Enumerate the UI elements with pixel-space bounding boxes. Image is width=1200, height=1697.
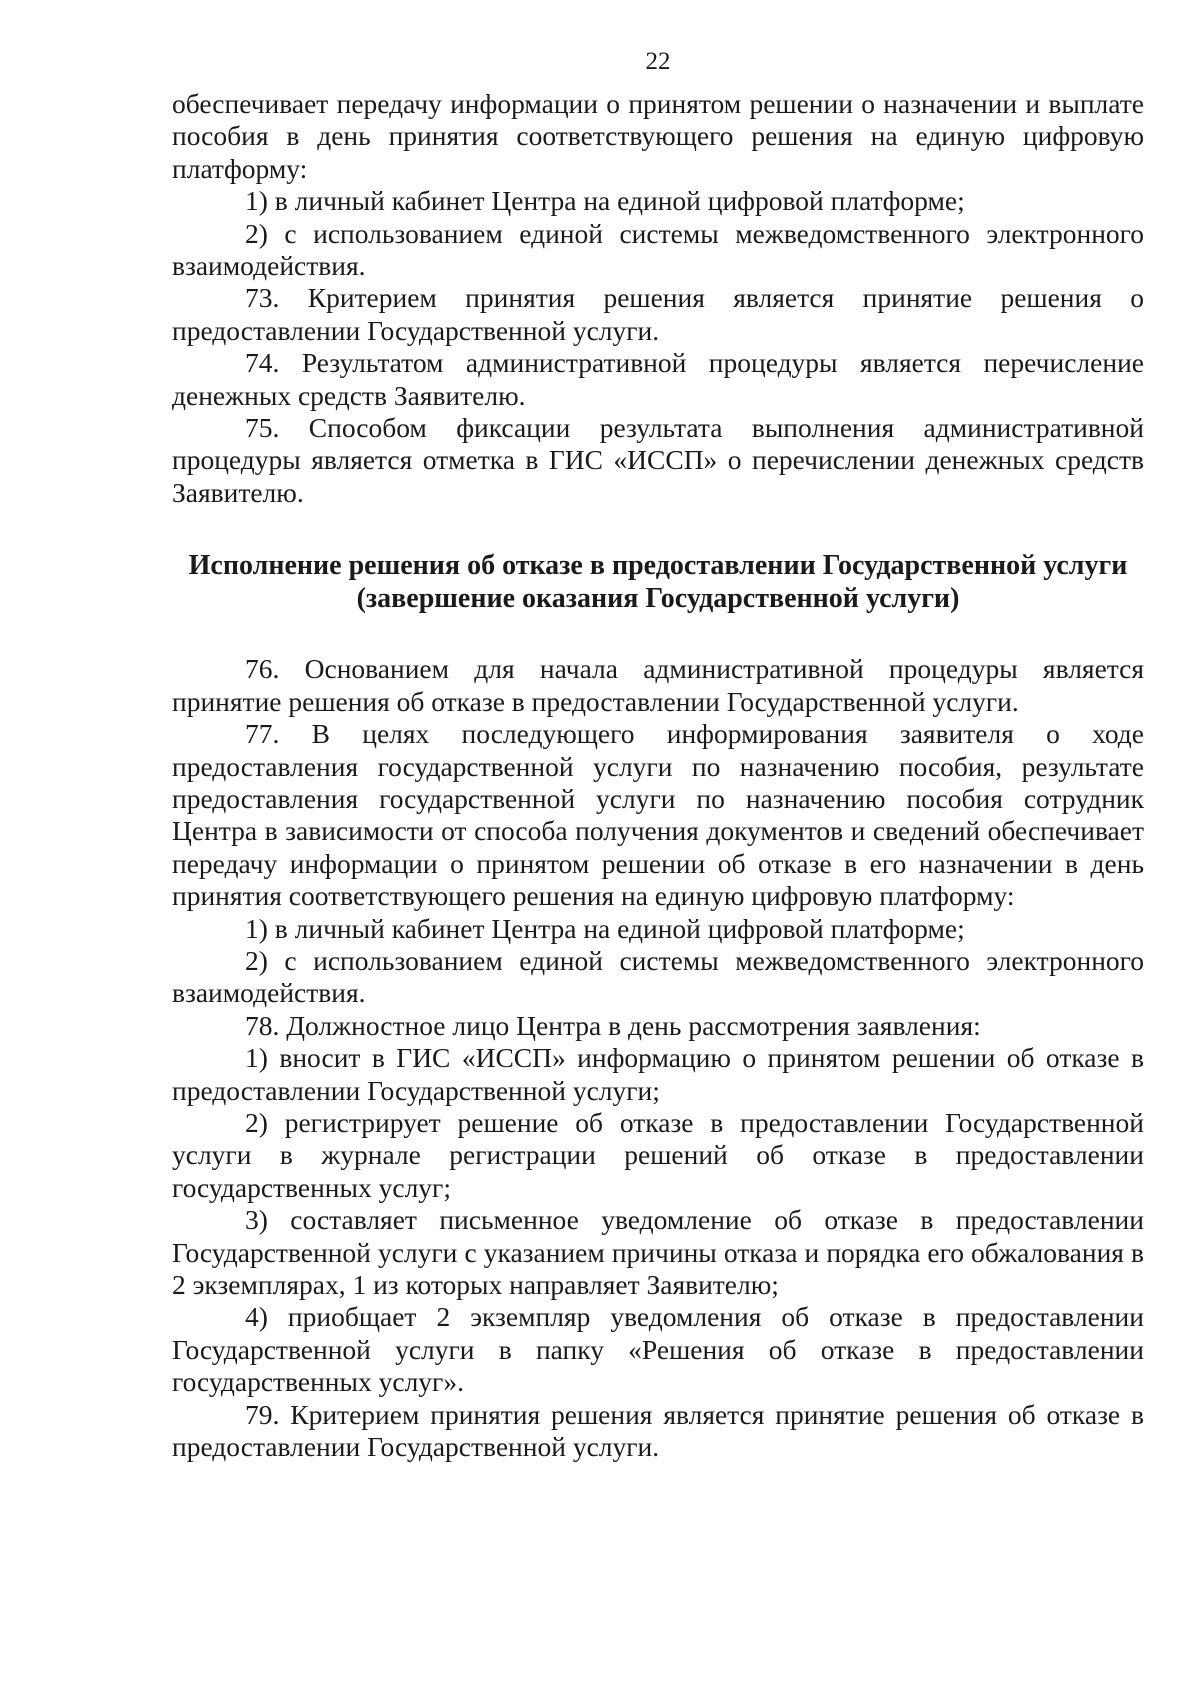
paragraph: обеспечивает передачу информации о принятом решении о назначении и выплате пособия в день принятия соответствующего решения на единую цифровую платформу:	[172, 88, 1144, 184]
paragraph: 2) регистрирует решение об отказе в предоставлении Государственной услуги в журнале регистрации решений об отказе в предоставлении государственных услуг;	[172, 1106, 1144, 1203]
paragraph: 78. Должностное лицо Центра в день рассмотрения заявления:	[245, 1009, 981, 1041]
section-heading-line: Исполнение решения об отказе в предоставлении Государственной услуги	[188, 550, 1128, 582]
paragraph: 2) с использованием единой системы межведомственного электронного взаимодействия.	[172, 944, 1144, 1009]
paragraph: 75. Способом фиксации результата выполнения административной процедуры является отметка в ГИС «ИССП» о перечислении денежных средств Заявителю.	[172, 412, 1144, 508]
paragraph: 77. В целях последующего информирования заявителя о ходе предоставления государственной услуги по назначению пособия, результате предоставления государственной услуги по назначению пособия сотрудник Центра в зависимости от способа получения документов и сведений обеспечивает передачу информации о принятом решении об отказе в его назначении в день принятия соответствующего решения на единую цифровую платформу:	[172, 718, 1144, 912]
paragraph: 1) вносит в ГИС «ИССП» информацию о принятом решении об отказе в предоставлении Государственной услуги;	[172, 1042, 1144, 1106]
page-number: 22	[645, 48, 671, 75]
paragraph: 2) с использованием единой системы межведомственного электронного взаимодействия.	[172, 217, 1144, 282]
section-heading-line: (завершение оказания Государственной услуги)	[356, 583, 960, 615]
paragraph: 73. Критерием принятия решения является принятие решения о предоставлении Государственной услуги.	[172, 282, 1144, 346]
paragraph: 4) приобщает 2 экземпляр уведомления об отказе в предоставлении Государственной услуги в папку «Решения об отказе в предоставлении государственных услуг».	[172, 1301, 1144, 1398]
section-heading	[172, 549, 1144, 615]
paragraph: 3) составляет письменное уведомление об отказе в предоставлении Государственной услуги с указанием причины отказа и порядка его обжалования в 2 экземплярах, 1 из которых направляет Заявителю;	[172, 1204, 1144, 1300]
section-bottom	[172, 653, 1144, 1463]
paragraph: 76. Основанием для начала административной процедуры является принятие решения об отказе в предоставлении Государственной услуги.	[172, 653, 1144, 717]
paragraph: 74. Результатом административной процедуры является перечисление денежных средств Заявителю.	[172, 347, 1144, 411]
document-page	[172, 46, 1144, 1463]
paragraph: 79. Критерием принятия решения является принятие решения об отказе в предоставлении Государственной услуги.	[172, 1398, 1144, 1463]
paragraph: 1) в личный кабинет Центра на единой цифровой платформе;	[245, 912, 965, 944]
paragraph: 1) в личный кабинет Центра на единой цифровой платформе;	[245, 185, 965, 217]
section-top	[172, 88, 1144, 509]
